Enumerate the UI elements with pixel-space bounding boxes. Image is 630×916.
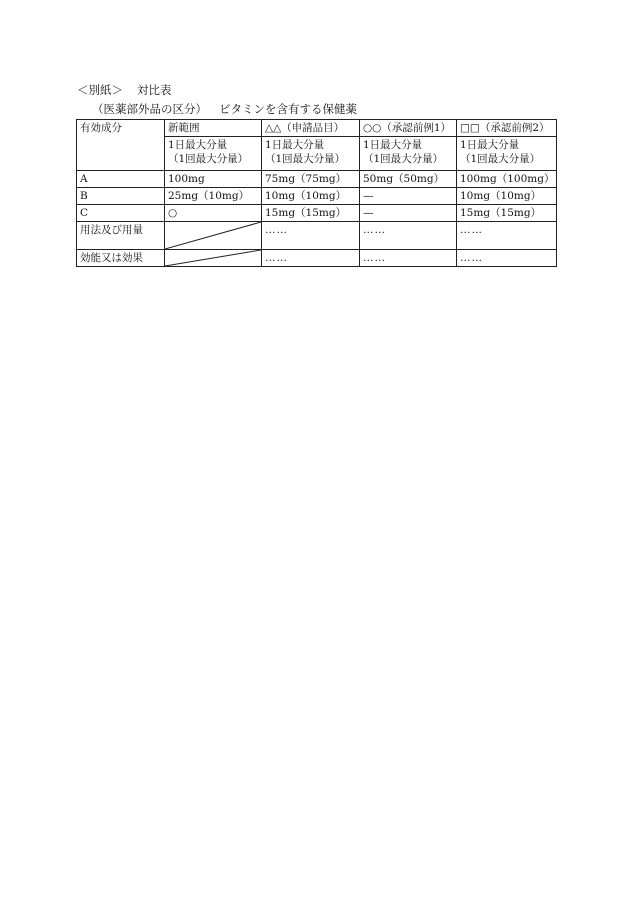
- attachment-label: ＜別紙＞: [77, 83, 123, 97]
- product-type-label: ビタミンを含有する保健薬: [219, 102, 357, 116]
- table-cell: 75mg（75mg）: [262, 171, 360, 188]
- unit-single-max: （1回最大分量）: [265, 153, 346, 165]
- table-row-a: [77, 171, 557, 188]
- table-cell: 15mg（15mg）: [262, 205, 360, 222]
- comparison-table: [76, 119, 557, 267]
- table-row-c: [77, 205, 557, 222]
- table-row-usage: [77, 222, 557, 250]
- table-cell: ……: [262, 250, 360, 267]
- effect-label: 効能又は効果: [77, 250, 165, 267]
- table-cell: 10mg（10mg）: [262, 188, 360, 205]
- unit-daily-max: 1日最大分量: [460, 139, 520, 151]
- unit-header-cell: [457, 137, 557, 171]
- table-cell: 100mg: [165, 171, 262, 188]
- unit-header-cell: [360, 137, 457, 171]
- unit-single-max: （1回最大分量）: [363, 153, 444, 165]
- column-header-precedent-1: ○○（承認前例1）: [360, 120, 457, 137]
- unit-header-cell: [262, 137, 360, 171]
- table-cell: —: [360, 205, 457, 222]
- unit-header-cell: [165, 137, 262, 171]
- table-header-row: [77, 120, 557, 137]
- table-cell: —: [360, 188, 457, 205]
- unit-daily-max: 1日最大分量: [265, 139, 325, 151]
- table-cell: ……: [457, 222, 557, 250]
- column-header-ingredient: 有効成分: [77, 120, 165, 171]
- table-cell: ……: [360, 250, 457, 267]
- column-header-applied-item: △△（申請品目）: [262, 120, 360, 137]
- table-cell: ○: [165, 205, 262, 222]
- table-cell: ……: [360, 222, 457, 250]
- unit-daily-max: 1日最大分量: [363, 139, 423, 151]
- table-row-effect: [77, 250, 557, 267]
- diagonal-slash-icon: [165, 222, 261, 249]
- table-cell: 15mg（15mg）: [457, 205, 557, 222]
- table-cell: 100mg（100mg）: [457, 171, 557, 188]
- column-header-new-range: 新範囲: [165, 120, 262, 137]
- not-applicable-cell: [165, 250, 262, 267]
- unit-single-max: （1回最大分量）: [460, 153, 541, 165]
- usage-label: 用法及び用量: [77, 222, 165, 250]
- table-row-b: [77, 188, 557, 205]
- unit-single-max: （1回最大分量）: [168, 153, 249, 165]
- column-header-precedent-2: □□（承認前例2）: [457, 120, 557, 137]
- table-cell: 50mg（50mg）: [360, 171, 457, 188]
- unit-daily-max: 1日最大分量: [168, 139, 228, 151]
- ingredient-label: A: [77, 171, 165, 188]
- diagonal-slash-icon: [165, 250, 261, 266]
- category-subheading: [92, 102, 357, 116]
- attachment-heading: [77, 83, 172, 97]
- table-cell: 10mg（10mg）: [457, 188, 557, 205]
- category-label: （医薬部外品の区分）: [92, 102, 207, 116]
- table-cell: ……: [262, 222, 360, 250]
- table-cell: 25mg（10mg）: [165, 188, 262, 205]
- ingredient-label: B: [77, 188, 165, 205]
- document-title: 対比表: [137, 83, 172, 97]
- table-cell: ……: [457, 250, 557, 267]
- not-applicable-cell: [165, 222, 262, 250]
- ingredient-label: C: [77, 205, 165, 222]
